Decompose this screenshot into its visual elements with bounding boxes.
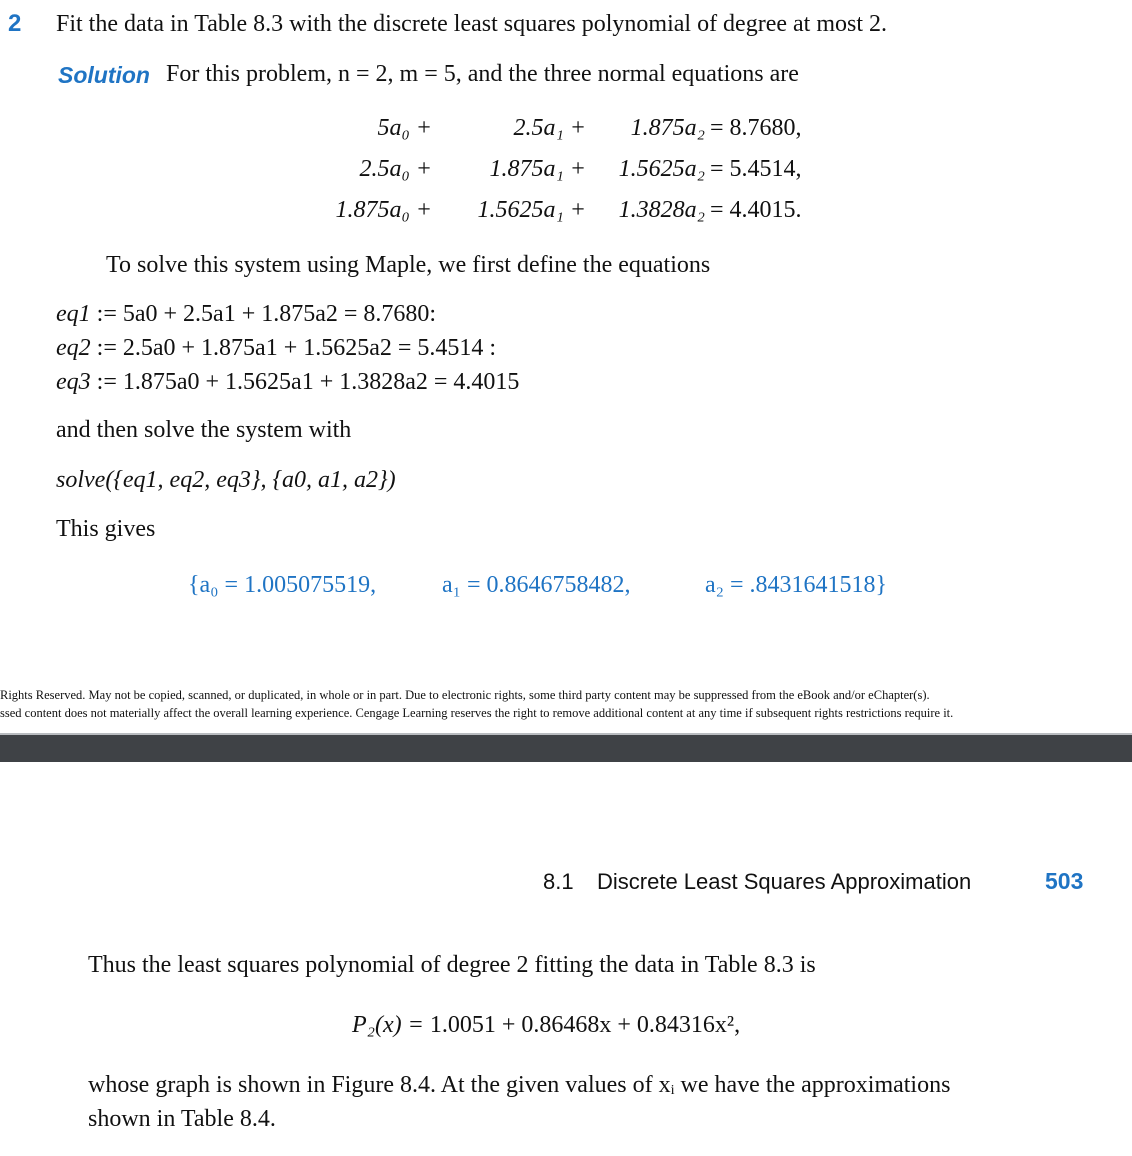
solve-command: solve({eq1, eq2, eq3}, {a0, a1, a2}) xyxy=(56,467,396,493)
exercise-text: Fit the data in Table 8.3 with the discrete least squares polynomial of degree at most 2. xyxy=(56,11,887,37)
maple-eq-name: eq2 xyxy=(56,335,91,361)
exercise-number: 2 xyxy=(8,10,22,37)
eq-term-a2: 1.5625a₂ xyxy=(618,156,705,182)
result-a1: a₁ = 0.8646758482, xyxy=(442,572,631,598)
polynomial-equation xyxy=(352,1011,740,1039)
maple-eq-name: eq1 xyxy=(56,301,91,327)
maple-eq-name: eq3 xyxy=(56,369,91,395)
normal-equation-row xyxy=(0,195,1132,225)
maple-eq-body: := 1.875a0 + 1.5625a1 + 1.3828a2 = 4.4015 xyxy=(90,369,520,395)
maple-eq-body: := 5a0 + 2.5a1 + 1.875a2 = 8.7680: xyxy=(90,301,437,327)
eq-term-a0: 2.5a₀ + xyxy=(359,156,432,182)
conclusion-line-3: shown in Table 8.4. xyxy=(88,1106,276,1132)
page-number: 503 xyxy=(1045,868,1084,894)
eq-term-a0: 5a₀ + xyxy=(377,115,432,141)
conclusion-text: Thus the least squares polynomial of degree 2 fitting the data in Table 8.3 is xyxy=(88,952,816,978)
normal-equation-row xyxy=(0,154,1132,184)
eq-rhs: = 8.7680, xyxy=(710,115,802,141)
eq-term-a2: 1.875a₂ xyxy=(630,115,705,141)
rights-line-2: ssed content does not materially affect the overall learning experience. Cengage Learning reserves the right to remove additional content at any time if subsequent rights restrictions require it. xyxy=(0,706,954,720)
normal-equation-row xyxy=(0,113,1132,143)
eq-rhs: = 5.4514, xyxy=(710,156,802,182)
section-number: 8.1 xyxy=(543,869,574,894)
page-divider xyxy=(0,735,1132,762)
maple-intro: To solve this system using Maple, we first define the equations xyxy=(106,252,711,278)
eq-term-a1: 2.5a₁ + xyxy=(513,115,586,141)
polynomial-lhs: P₂(x) = xyxy=(352,1012,430,1038)
maple-eq-line xyxy=(56,331,496,365)
polynomial-rhs: 1.0051 + 0.86468x + 0.84316x², xyxy=(429,1012,741,1038)
solution-intro: For this problem, n = 2, m = 5, and the three normal equations are xyxy=(166,61,799,87)
conclusion-line-2: whose graph is shown in Figure 8.4. At the given values of xᵢ we have the approximations xyxy=(88,1072,951,1098)
eq-rhs: = 4.4015. xyxy=(710,197,802,223)
rights-line-1: Rights Reserved. May not be copied, scanned, or duplicated, in whole or in part. Due to electronic rights, some third party content may be suppressed from the eBook and/or eChapter(s). xyxy=(0,688,930,702)
gives-text: This gives xyxy=(56,516,156,542)
maple-eq-line xyxy=(56,297,436,331)
eq-term-a0: 1.875a₀ + xyxy=(335,197,432,223)
solution-label: Solution xyxy=(58,62,150,88)
section-title: Discrete Least Squares Approximation xyxy=(597,869,972,894)
result-a0: {a₀ = 1.005075519, xyxy=(188,572,377,598)
eq-term-a1: 1.5625a₁ + xyxy=(477,197,586,223)
maple-eq-line xyxy=(56,365,519,399)
result-a2: a₂ = .8431641518} xyxy=(705,572,888,598)
eq-term-a1: 1.875a₁ + xyxy=(489,156,586,182)
solve-intro: and then solve the system with xyxy=(56,417,352,443)
eq-term-a2: 1.3828a₂ xyxy=(618,197,705,223)
maple-eq-body: := 2.5a0 + 1.875a1 + 1.5625a2 = 5.4514 : xyxy=(90,335,497,361)
